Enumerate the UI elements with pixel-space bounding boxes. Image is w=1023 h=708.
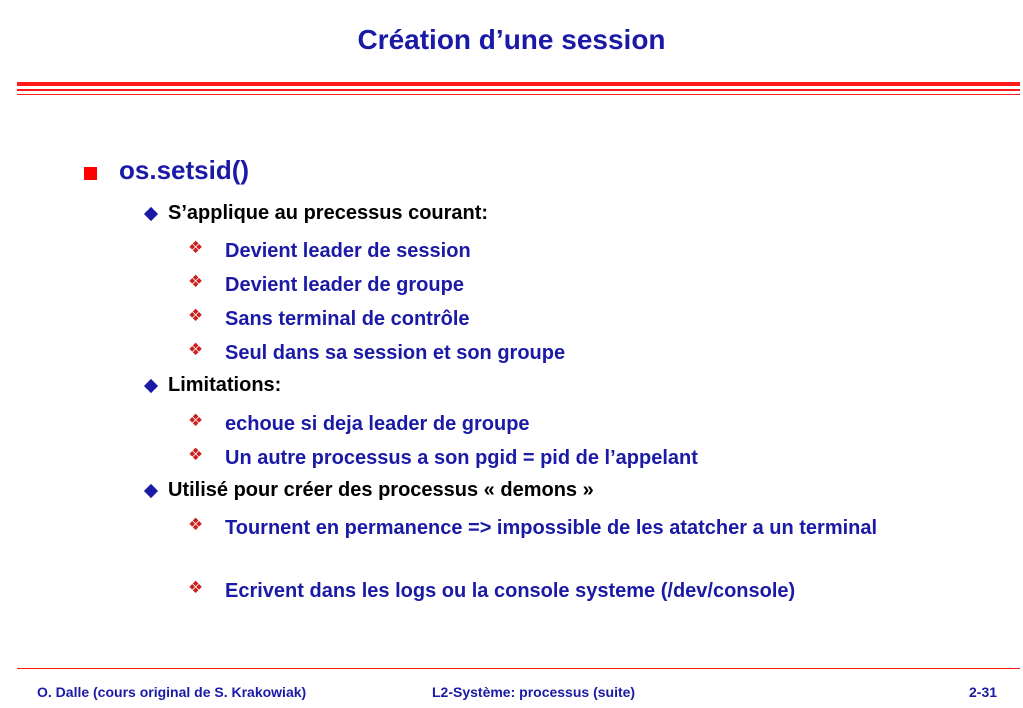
clover-bullet-icon: ❖: [188, 515, 204, 534]
clover-bullet-icon: ❖: [188, 340, 204, 359]
clover-bullet-icon: ❖: [188, 445, 204, 464]
footer-rule: [17, 668, 1020, 669]
clover-bullet-icon: ❖: [188, 411, 204, 430]
clover-bullet-icon: ❖: [188, 306, 204, 325]
clover-bullet-icon: ❖: [188, 238, 204, 257]
title-rule-medium: [17, 89, 1020, 91]
clover-bullet-icon: ❖: [188, 272, 204, 291]
sub-item-text: Devient leader de session: [225, 240, 471, 262]
section-label: Utilisé pour créer des processus « demons »: [168, 479, 594, 501]
sub-item-text: Tournent en permanence => impossible de les atatcher a un terminal: [225, 517, 878, 539]
sub-item-text: Un autre processus a son pgid = pid de l’appelant: [225, 447, 698, 469]
main-bullet-text: os.setsid(): [119, 155, 250, 185]
sub-item-text: Seul dans sa session et son groupe: [225, 342, 566, 364]
sub-item-text: Devient leader de groupe: [225, 274, 464, 296]
title-rule-thick: [17, 82, 1020, 86]
square-bullet-icon: [84, 167, 97, 180]
footer-author: O. Dalle (cours original de S. Krakowiak): [37, 684, 307, 700]
section-label: Limitations:: [168, 374, 282, 396]
slide-title: Création d’une session: [357, 24, 666, 55]
section-label: S’applique au precessus courant:: [168, 202, 489, 224]
footer-course: L2-Système: processus (suite): [432, 684, 636, 700]
sub-item-text: Sans terminal de contrôle: [225, 308, 470, 330]
footer-page-number: 2-31: [969, 684, 998, 700]
diamond-bullet-icon: [144, 207, 158, 221]
title-rule-thin: [17, 94, 1020, 95]
sub-item-text: Ecrivent dans les logs ou la console systeme (/dev/console): [225, 580, 796, 602]
diamond-bullet-icon: [144, 379, 158, 393]
clover-bullet-icon: ❖: [188, 578, 204, 597]
diamond-bullet-icon: [144, 484, 158, 498]
sub-item-text: echoue si deja leader de groupe: [225, 413, 530, 435]
